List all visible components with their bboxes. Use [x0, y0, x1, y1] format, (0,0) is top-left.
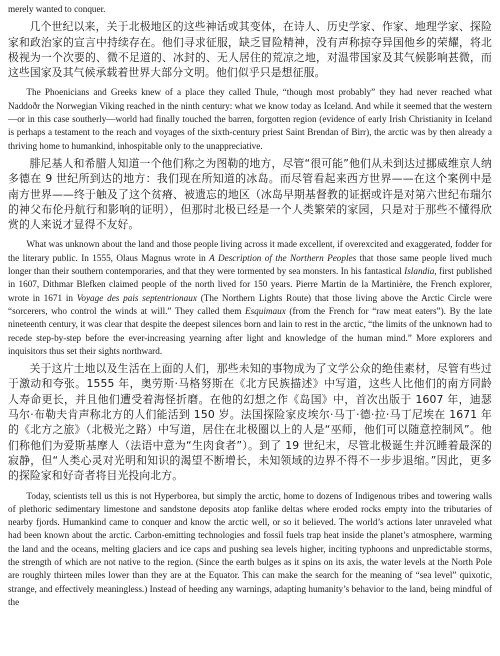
- text-run: that those same people lived much longer than their southern contemporaries, and that they were tormented by sea monsters. In his fantastical: [8, 252, 492, 277]
- text-run: , first published in 1607, Dithmar Blefken claimed people of the north lived for 150 years. Pierre Martin de la Martinière, the French explorer, wrote in 1671 in: [8, 266, 492, 303]
- english-paragraph: [8, 86, 492, 152]
- chinese-paragraph: 几个世纪以来，关于北极地区的这些神话或其变体，在诗人、历史学家、作家、地理学家、探险家和政治家的宣言中持续存在。他们寻求征服，缺乏冒险精神，没有声称掠夺异国他乡的荣耀，将北极视为一个次要的、微不足道的、冰封的、无人居住的荒凉之地，对温带国家及其气候影响甚微，而这些国家及其气候承载着世界大部分文明。他们似乎只是想征服。: [8, 20, 492, 80]
- book-title-italic: A Description of the Northern Peoples: [209, 252, 357, 263]
- chinese-paragraph: 关于这片土地以及生活在上面的人们，那些未知的事物成为了文学公众的绝佳素材，尽管有些过于激动和夸张。1555 年，奥劳斯·马格努斯在《北方民族描述》中写道，这些人比他们的南方同龄人寿命更长，并且他们遭受着海怪折磨。在他的幻想之作《岛国》中，首次出版于 1607 年，迪瑟马尔·布勒夫肯声称北方的人们能活到 150 岁。法国探险家皮埃尔·马丁·德·拉·马丁尼埃在 1671 年的《北方之旅》（北极光之路）中写道，居住在北极圈以上的人是“巫师，他们可以随意控制风”。他们称他们为爱斯基摩人（法语中意为“生肉食者”）。到了 19 世纪末，尽管北极诞生并沉睡着最深的寂静，但“人类心灵对光明和知识的渴望不断增长，未知领域的边界不得不一步步退缩。”因此，更多的探险家和好奇者将目光投向北方。: [8, 362, 492, 483]
- text-run: What was unknown about the land and those people living across it made excellent, if overexcited and exaggerated, fodder for the literary public. In 1555, Olaus Magnus wrote in: [8, 239, 492, 263]
- english-paragraph: [8, 490, 492, 610]
- english-paragraph: merely wanted to conquer.: [8, 4, 106, 14]
- english-paragraph: [8, 238, 492, 358]
- book-title-italic: Voyage des pais septentrionaux: [76, 292, 197, 303]
- chinese-paragraph: 腓尼基人和希腊人知道一个他们称之为图勒的地方，尽管“很可能”他们从未到达过挪威维京人纳多德在 9 世纪所到达的地方：我们现在所知道的冰岛。而尽管看起来西方世界——在这个案例中是南方世界——终于触及了这个贫瘠、被遗忘的地区（冰岛早期基督教的证据或许是对第六世纪布瑞尔的神父布伦丹航行和影响的证明），但那时北极已经是一个人类繁荣的家园，只是对于那些不懂得欣赏的人来说才显得不友好。: [8, 156, 492, 232]
- text-run: The Phoenicians and Greeks knew of a place they called Thule, “though most probably” they had never reached what Naddoðr the Norwegian Viking reached in the ninth century: what we know today as Iceland. And while it seemed that the western—or in this case southerly—world had finally touched the barren, forgotten region (evidence of early Irish Christianity in Iceland is perhaps a testament to the reach and voyages of the sixth-century priest Saint Brendan of Birr), the arctic was by then already a thriving home to humankind, inhospitable only to the unappreciative.: [8, 87, 492, 151]
- term-italic: Esquimaux: [244, 305, 286, 316]
- text-run: (from the French for “raw meat eaters”). By the late nineteenth century, it was clear that despite the deepest silences born and lain to rest in the arctic, “the limits of the unknown had to recede step-by-step before the ever-increasing yearning after light and knowledge of the human mind.” More explorers and inquisitors thus set their sights northward.: [8, 305, 492, 356]
- book-title-italic: Islandia: [404, 266, 435, 277]
- text-run: Today, scientists tell us this is not Hyperborea, but simply the arctic, home to dozens of Indigenous tribes and towering walls of plethoric sedimentary limestone and sandstone deposits atop fanlike deltas where eroded rocks empty into the tributaries of nearby fjords. Humankind came to conquer and know the arctic well, or so it believed. The world’s actions later unraveled what had been known about the arctic. Carbon-emitting technologies and fossil fuels trap heat inside the planet’s atmosphere, warming the land and the oceans, melting glaciers and ice caps and pushing sea levels higher, inciting typhoons and unpredictable storms, the strength of which are not native to the region. (Since the earth bulges as it spins on its axis, the water levels at the North Pole are roughly thirteen miles lower than they are at the Equator. This can make the search for the meaning of “sea level” quixotic, strange, and effectively meaningless.) Instead of heeding any warnings, adapting humanity’s behavior to the land, being mindful of the: [8, 490, 492, 607]
- text-run: (The Northern Lights Route) that those living above the Arctic Circle were “sorcerers, who control the winds at will.” They called them: [8, 292, 493, 316]
